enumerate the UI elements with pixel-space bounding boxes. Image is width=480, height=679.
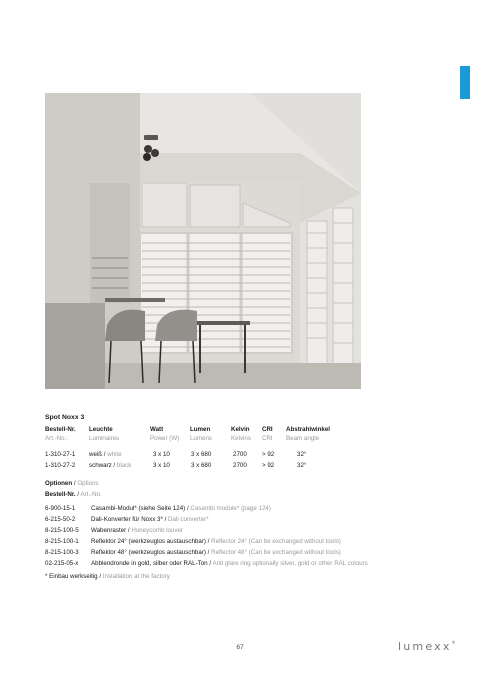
option-text-de: Wabenraster bbox=[91, 527, 127, 534]
cell-kelvin: 2700 bbox=[233, 451, 247, 458]
list-item bbox=[45, 505, 271, 512]
chapter-tab-marker bbox=[460, 66, 470, 99]
cell-luminaire-en: black bbox=[116, 462, 132, 469]
option-text-de: Dali-Konverter für Noxx 3* bbox=[91, 516, 163, 523]
header-lumen-de: Lumen bbox=[190, 426, 211, 433]
options-subheading-en: Art.-No. bbox=[80, 491, 102, 498]
option-text-en: Reflector 24° (Can be exchanged without tools) bbox=[211, 538, 341, 545]
option-sep: / bbox=[205, 549, 212, 556]
footnote bbox=[45, 574, 170, 580]
option-text-en: Anti glare ring optionally silver, gold or other RAL colours bbox=[212, 560, 368, 567]
brand-registered-mark: ® bbox=[451, 640, 456, 645]
option-text-en: Casambi module* (page 124) bbox=[190, 505, 271, 512]
option-sep: / bbox=[162, 516, 169, 523]
page-number: 67 bbox=[236, 644, 244, 651]
option-text-de: Abblendronde in gold, silber oder RAL-Ton bbox=[91, 560, 208, 567]
footnote-sep: / bbox=[97, 573, 103, 580]
cell-luminaire-de: weiß bbox=[89, 451, 103, 458]
header-lumen-en: Lumens bbox=[190, 435, 213, 442]
cell-beam-angle: 32° bbox=[297, 462, 307, 469]
footnote-en: Installation at the factory bbox=[102, 573, 170, 580]
options-subheading-sep: / bbox=[75, 491, 81, 498]
cell-luminaire-sep: / bbox=[102, 451, 108, 458]
header-art-no-de: Bestell-Nr. bbox=[45, 426, 76, 433]
options-subheading bbox=[45, 492, 102, 498]
cell-lumen: 3 x 680 bbox=[191, 462, 212, 469]
header-watt bbox=[150, 426, 179, 442]
options-heading-de: Optionen bbox=[45, 480, 73, 487]
option-sep: / bbox=[205, 538, 212, 545]
option-code: 8-215-100-1 bbox=[45, 538, 79, 545]
room-illustration bbox=[45, 93, 361, 389]
option-text-en: Reflector 48° (Can be exchanged without tools) bbox=[211, 549, 341, 556]
option-sep: / bbox=[185, 505, 191, 512]
header-lumen bbox=[190, 426, 212, 442]
cell-watt: 3 x 10 bbox=[153, 451, 170, 458]
option-code: 8-215-100-3 bbox=[45, 549, 79, 556]
list-item bbox=[45, 560, 368, 567]
header-cri-en: CRI bbox=[262, 435, 273, 442]
cell-luminaire-de: schwarz bbox=[89, 462, 112, 469]
header-art-no-en: Art.-No.: bbox=[45, 435, 69, 442]
header-kelvin-de: Kelvin bbox=[231, 426, 250, 433]
header-beam-angle bbox=[286, 426, 330, 442]
options-heading-sep: / bbox=[72, 480, 78, 487]
header-luminaire-en: Luminaires bbox=[89, 435, 120, 442]
options-heading-en: Options bbox=[77, 480, 99, 487]
option-sep: / bbox=[126, 527, 132, 534]
list-item bbox=[45, 538, 341, 545]
cell-luminaire-sep: / bbox=[111, 462, 117, 469]
option-text-en: Dali converter* bbox=[168, 516, 209, 523]
header-art-no bbox=[45, 426, 76, 442]
cell-cri: > 92 bbox=[262, 462, 275, 469]
option-text-de: Reflektor 24° (werkzeuglos austauschbar) bbox=[91, 538, 206, 545]
cell-lumen: 3 x 680 bbox=[191, 451, 212, 458]
option-code: 6-215-50-2 bbox=[45, 516, 76, 523]
option-sep: / bbox=[207, 560, 213, 567]
brand-logo bbox=[398, 640, 456, 653]
option-text-de: Reflektor 48° (werkzeuglos austauschbar) bbox=[91, 549, 206, 556]
cell-art-no: 1-310-27-2 bbox=[45, 462, 76, 469]
cell-beam-angle: 32° bbox=[297, 451, 307, 458]
header-luminaire-de: Leuchte bbox=[89, 426, 113, 433]
header-beam-angle-en: Beam angle bbox=[286, 435, 320, 442]
option-text-de: Casambi-Modul* (siehe Seite 124) bbox=[91, 505, 186, 512]
option-code: 02-215-05-x bbox=[45, 560, 79, 567]
cell-luminaire bbox=[89, 451, 122, 458]
header-cri-de: CRI bbox=[262, 426, 273, 433]
option-text-en: Honeycomb louver bbox=[131, 527, 183, 534]
header-beam-angle-de: Abstrahlwinkel bbox=[286, 426, 331, 433]
option-code: 8-215-100-5 bbox=[45, 527, 79, 534]
option-code: 6-900-15-1 bbox=[45, 505, 76, 512]
header-kelvin-en: Kelvins bbox=[231, 435, 251, 442]
header-watt-en: Power (W) bbox=[150, 435, 180, 442]
options-subheading-de: Bestell-Nr. bbox=[45, 491, 76, 498]
cell-cri: > 92 bbox=[262, 451, 275, 458]
header-kelvin bbox=[231, 426, 251, 442]
cell-art-no: 1-310-27-1 bbox=[45, 451, 76, 458]
product-title: Spot Noxx 3 bbox=[45, 414, 85, 421]
header-cri bbox=[262, 426, 273, 442]
list-item bbox=[45, 516, 209, 523]
footnote-de: * Einbau werkseitig bbox=[45, 573, 98, 580]
cell-luminaire-en: white bbox=[107, 451, 122, 458]
header-watt-de: Watt bbox=[150, 426, 164, 433]
product-photo bbox=[45, 93, 361, 389]
list-item bbox=[45, 527, 183, 534]
list-item bbox=[45, 549, 341, 556]
cell-watt: 3 x 10 bbox=[153, 462, 170, 469]
options-heading bbox=[45, 481, 99, 487]
cell-kelvin: 2700 bbox=[233, 462, 247, 469]
brand-name: lumexx bbox=[398, 640, 452, 653]
cell-luminaire bbox=[89, 462, 131, 469]
header-luminaire bbox=[89, 426, 119, 442]
